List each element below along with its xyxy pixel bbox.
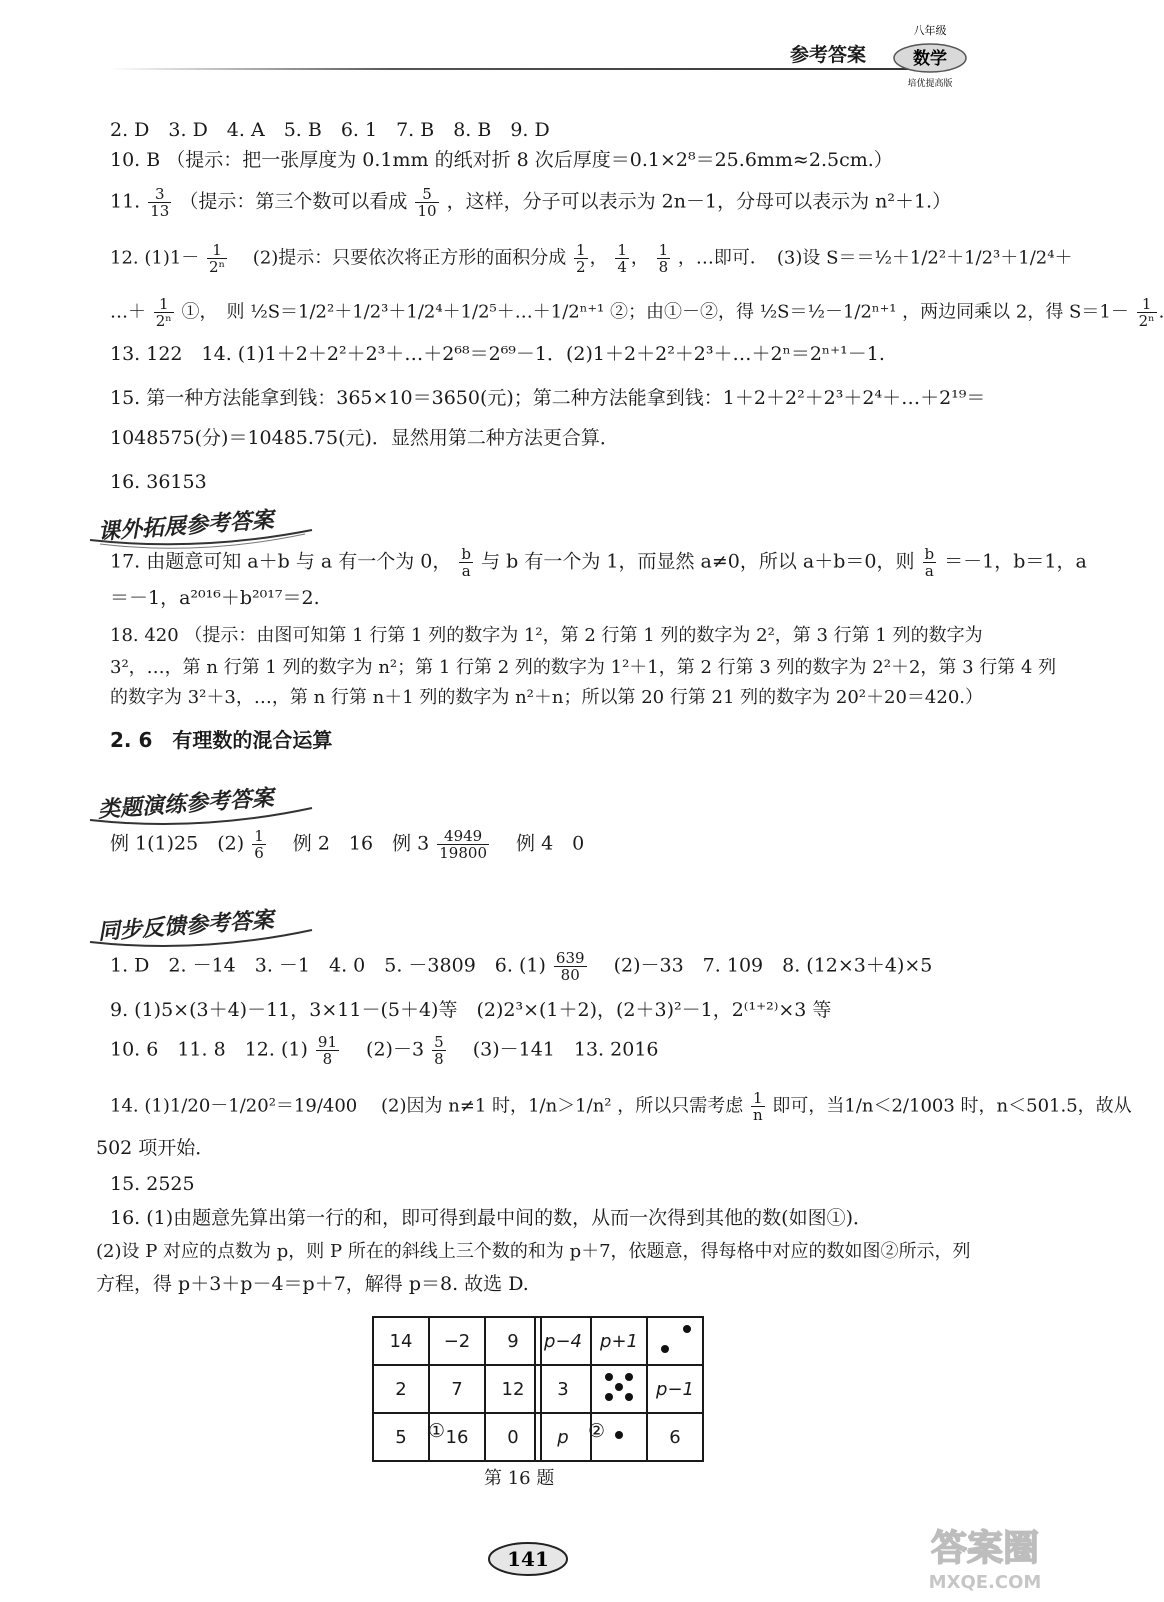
book-logo xyxy=(880,14,980,94)
grid-cell: 16 xyxy=(429,1413,485,1461)
fraction: $\frac{639}{80}$ xyxy=(555,949,585,984)
watermark-url: MXQE.COM xyxy=(928,1572,1042,1593)
grid-cell: 7 xyxy=(429,1365,485,1413)
grid-cell: p+1 xyxy=(591,1317,647,1365)
fraction: $\frac{1}{8}$ xyxy=(658,241,669,276)
answer-line xyxy=(110,950,932,983)
answer-text: ＝½＋1/2²＋1/2³＋1/2⁴＋ xyxy=(856,247,1073,269)
answer-line xyxy=(110,828,584,861)
grid-cell: p xyxy=(535,1413,591,1461)
answer-text: 1. D 2. －14 3. －1 4. 0 5. －3809 6. (1) xyxy=(110,954,546,977)
answer-text: ，所以只需考虑 xyxy=(617,1095,744,1117)
answer-line: 18. 420 （提示：由图可知第 1 行第 1 列的数字为 1²，第 2 行第 1 列的数字为 2²，第 3 行第 1 列的数字为 xyxy=(110,625,983,646)
answer-text: ①， 则 xyxy=(181,301,245,323)
answer-text: 17. 由题意可知 a＋b 与 a 有一个为 0， xyxy=(110,550,452,573)
answer-line: 10. B （提示：把一张厚度为 0.1mm 的纸对折 8 次后厚度＝0.1×2⁸＝25.6mm≈2.5cm.） xyxy=(110,149,893,171)
fraction: $\frac{5}{8}$ xyxy=(434,1033,444,1068)
page-number: 141 xyxy=(507,1547,549,1571)
answer-text: ，这样，分子可以表示为 2n－1，分母可以表示为 n²＋1.） xyxy=(446,190,952,213)
answer-line: 16. 36153 xyxy=(110,471,207,493)
answer-text: (3)－141 13. 2016 xyxy=(453,1038,659,1061)
answer-text: 10. 6 11. 8 12. (1) xyxy=(110,1038,308,1061)
grid-cell: 12 xyxy=(485,1365,541,1413)
answer-line: …＋ $\frac{1}{\text{2ⁿ}}$ ①， 则 ½S＝1/2²＋1/2³＋1/2⁴＋1/2⁵＋…＋1/2ⁿ⁺¹ ②；由①－②，得 ½S＝½－1/2ⁿ⁺¹ ，两边同乘以 2，得 S＝1－ $\frac{1}{\text{2ⁿ}}$ . xyxy=(110,295,1164,330)
answer-text: ½S＝1/2²＋1/2³＋1/2⁴＋1/2⁵＋…＋1/2ⁿ⁺¹ xyxy=(250,301,605,323)
fraction: $\frac{b}{a}$ xyxy=(461,545,472,580)
banner-text: 同步反馈参考答案 xyxy=(97,907,275,946)
answer-text: 与 b 有一个为 1，而显然 a≠0，所以 a＋b＝0，则 xyxy=(481,550,915,573)
answer-line xyxy=(110,546,1087,579)
banner-text: 课外拓展参考答案 xyxy=(97,507,275,546)
banner-feedback xyxy=(80,900,320,956)
fraction: $\frac{1}{2}$ xyxy=(576,241,586,276)
answer-text: 例 1(1)25 (2) xyxy=(110,832,245,855)
answer-text: ，…即可． (3)设 S＝ xyxy=(677,247,857,269)
answer-text: 1/n＜2/1003 xyxy=(844,1095,955,1117)
fraction: $\frac{5}{10}$ xyxy=(417,185,437,220)
watermark-logo xyxy=(900,1520,1070,1596)
answer-text: 12. (1)1－ xyxy=(110,247,200,269)
answer-line xyxy=(110,1034,659,1067)
fraction: $\frac{1}{\text{2ⁿ}}$ xyxy=(155,295,172,330)
figure-label-2: ② xyxy=(588,1420,606,1442)
answer-line: 2. D 3. D 4. A 5. B 6. 1 7. B 8. B 9. D xyxy=(110,119,550,141)
fraction: $\frac{1}{\text{2ⁿ}}$ xyxy=(209,241,226,276)
figure-caption: 第 16 题 xyxy=(484,1468,555,1489)
fraction: $\frac{1}{\text{2ⁿ}}$ xyxy=(1138,295,1155,330)
fraction: $\frac{3}{13}$ xyxy=(150,185,170,220)
page-number-badge xyxy=(487,1540,569,1578)
fraction: $\frac{b}{a}$ xyxy=(924,545,935,580)
answer-line: 15. 2525 xyxy=(110,1173,195,1195)
answer-text: 1/n＞1/n² xyxy=(528,1095,612,1117)
magic-square-1 xyxy=(372,1316,542,1462)
watermark-text: 答案圈 xyxy=(930,1528,1040,1569)
answer-text: ＝－1，b＝1，a xyxy=(944,550,1087,573)
answer-line xyxy=(110,186,951,219)
fraction: $\frac{1}{4}$ xyxy=(617,241,627,276)
fraction: $\frac{1}{6}$ xyxy=(254,827,264,862)
grid-cell: −2 xyxy=(429,1317,485,1365)
answer-text: 即可，当 xyxy=(772,1095,845,1117)
answer-text: ½S＝½－1/2ⁿ⁺¹ xyxy=(759,301,897,323)
answer-text: （提示：第三个数可以看成 xyxy=(179,190,408,213)
answer-line: 9. (1)5×(3＋4)－11，3×11－(5＋4)等 (2)2³×(1＋2)，(2＋3)²－1，2⁽¹⁺²⁾×3 等 xyxy=(110,999,832,1021)
dice-five-icon xyxy=(599,1369,639,1405)
answer-line: 方程，得 p＋3＋p－4＝p＋7，解得 p＝8. 故选 D. xyxy=(96,1273,529,1295)
dice-cell xyxy=(647,1317,703,1365)
dice-two-icon xyxy=(655,1321,695,1357)
answer-line: ＝－1，a²⁰¹⁶＋b²⁰¹⁷＝2. xyxy=(110,587,320,609)
answer-text: (2)－3 xyxy=(347,1038,425,1061)
answer-text: 例 2 16 例 3 xyxy=(273,832,430,855)
logo-top-text: 八年级 xyxy=(913,24,947,37)
answer-line: 502 项开始． xyxy=(96,1137,215,1159)
banner-text: 类题演练参考答案 xyxy=(97,785,275,824)
figure-label-1: ① xyxy=(428,1420,446,1442)
banner-practice xyxy=(80,778,320,834)
answer-line: 的数字为 3²＋3，…，第 n 行第 n＋1 列的数字为 n²＋n；所以第 20 行第 21 列的数字为 20²＋20＝420.） xyxy=(110,687,984,708)
answer-text: 时，n＜501.5，故从 xyxy=(960,1095,1132,1117)
answer-text: 11. xyxy=(110,190,141,213)
grid-cell: 0 xyxy=(485,1413,541,1461)
magic-square-2 xyxy=(534,1316,704,1462)
grid-cell: 9 xyxy=(485,1317,541,1365)
answer-text: 例 4 0 xyxy=(497,832,585,855)
answer-text: …＋ xyxy=(110,301,146,323)
answer-line: 3²，…，第 n 行第 1 列的数字为 n²；第 1 行第 2 列的数字为 1²＋1，第 2 行第 3 列的数字为 2²＋2，第 3 行第 4 列 xyxy=(110,657,1057,678)
grid-cell: p−1 xyxy=(647,1365,703,1413)
grid-cell: p−4 xyxy=(535,1317,591,1365)
answer-line: 13. 122 14. (1)1＋2＋2²＋2³＋…＋2⁶⁸＝2⁶⁹－1．(2)1＋2＋2²＋2³＋…＋2ⁿ＝2ⁿ⁺¹－1. xyxy=(110,343,885,365)
grid-cell: 3 xyxy=(535,1365,591,1413)
section-title: 2. 6 有理数的混合运算 xyxy=(110,728,333,752)
answer-text: 14. (1) xyxy=(110,1095,170,1117)
answer-line: 16. (1)由题意先算出第一行的和，即可得到最中间的数，从而一次得到其他的数(如图①)． xyxy=(110,1207,872,1229)
dice-cell xyxy=(591,1365,647,1413)
answer-line: 12. (1)1－ $\frac{1}{\text{2ⁿ}}$ (2)提示：只要依次将正方形的面积分成 $\frac{1}{2}$ ， $\frac{1}{4}$ ， $\frac{1}{8}$ ，…即可． (3)设 S＝＝½＋1/2²＋1/2³＋1/2⁴＋ xyxy=(110,241,1073,276)
page-header xyxy=(0,0,1076,100)
grid-cell: 2 xyxy=(373,1365,429,1413)
grid-cell: 14 xyxy=(373,1317,429,1365)
answer-line xyxy=(110,1090,1132,1123)
grid-cell: 5 xyxy=(373,1413,429,1461)
logo-main-text: 数学 xyxy=(913,49,947,69)
answer-text: (2)－33 7. 109 8. (12×3＋4)×5 xyxy=(594,954,933,977)
header-rule xyxy=(110,68,930,70)
answer-text: 1/20－1/20²＝19/400 xyxy=(169,1095,358,1117)
answer-text: ②；由①－②，得 xyxy=(609,301,754,323)
answer-text: (2)因为 n≠1 时， xyxy=(362,1095,529,1117)
header-title: 参考答案 xyxy=(790,44,867,66)
fraction: $\frac{4949}{19800}$ xyxy=(439,827,487,862)
fraction: $\frac{1}{n}$ xyxy=(752,1089,763,1124)
answer-line: 15. 第一种方法能拿到钱：365×10＝3650(元)；第二种方法能拿到钱：1＋2＋2²＋2³＋2⁴＋…＋2¹⁹＝ xyxy=(110,387,986,409)
answer-text: ，两边同乘以 2，得 S＝1－ xyxy=(902,301,1129,323)
logo-bottom-text: 培优提高版 xyxy=(907,79,953,89)
answer-line: 1048575(分)＝10485.75(元)．显然用第二种方法更合算． xyxy=(110,427,619,449)
fraction: $\frac{91}{8}$ xyxy=(317,1033,337,1068)
grid-cell: 6 xyxy=(647,1413,703,1461)
answer-line: (2)设 P 对应的点数为 p，则 P 所在的斜线上三个数的和为 p＋7，依题意，得每格中对应的数如图②所示，列 xyxy=(96,1241,971,1262)
answer-text: (2)提示：只要依次将正方形的面积分成 xyxy=(234,247,567,269)
